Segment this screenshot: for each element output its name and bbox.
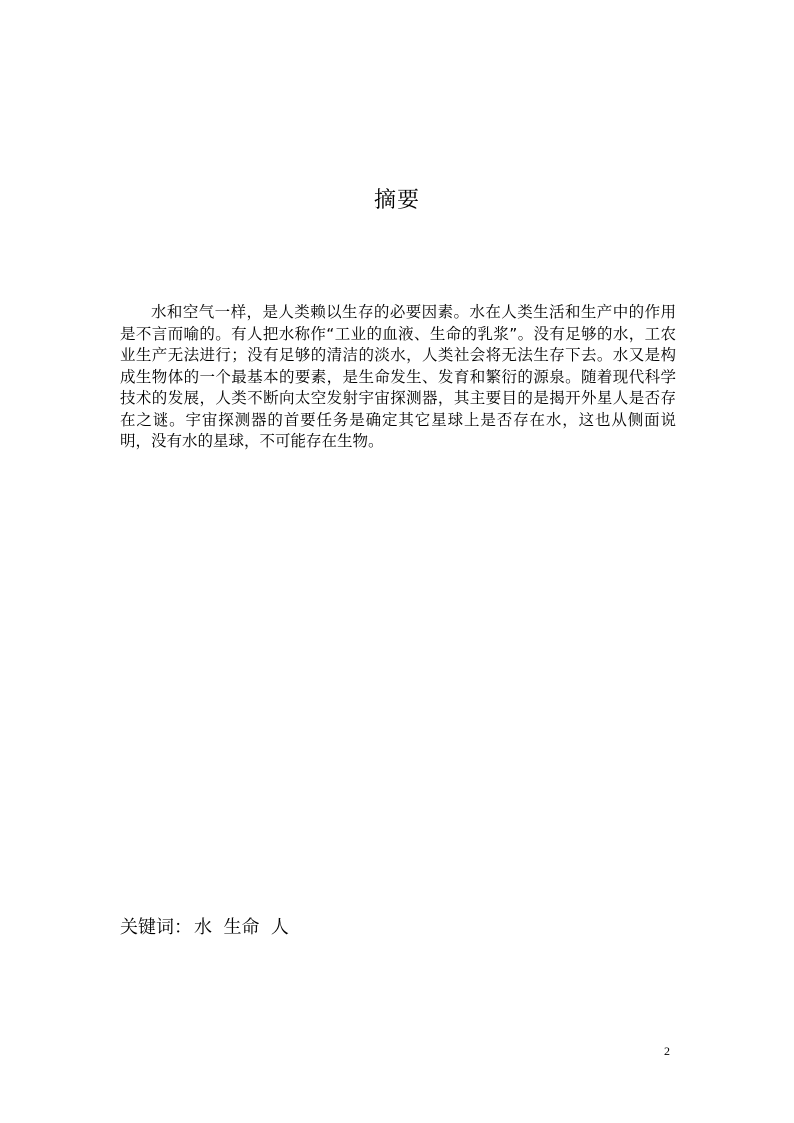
page-number: 2 <box>664 1044 670 1058</box>
keywords-value: 水 生命 人 <box>194 917 289 938</box>
keywords-label: 关键词： <box>120 917 192 938</box>
keywords-line <box>120 916 289 940</box>
page-title: 摘要 <box>373 188 420 213</box>
abstract-paragraph: 水和空气一样，是人类赖以生存的必要因素。水在人类生活和生产中的作用是不言而喻的。有人把水称作“工业的血液、生命的乳浆”。没有足够的水，工农业生产无法进行；没有足够的清洁的淡水，人类社会将无法生存下去。水又是构成生物体的一个最基本的要素，是生命发生、发育和繁衍的源泉。随着现代科学技术的发展，人类不断向太空发射宇宙探测器，其主要目的是揭开外星人是否存在之谜。宇宙探测器的首要任务是确定其它星球上是否存在水，这也从侧面说明，没有水的星球，不可能存在生物。 <box>120 303 676 450</box>
